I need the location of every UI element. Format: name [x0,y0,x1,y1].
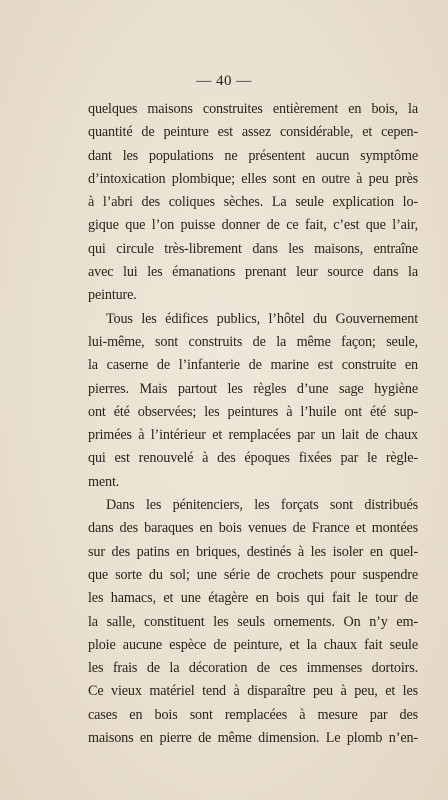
text-line: les hamacs, et une étagère en bois qui fait le tour de [88,590,418,607]
text-line: ploie aucune espèce de peinture, et la chaux fait seule [88,636,418,653]
text-line: qui circule très-librement dans les maisons, entraîne [88,240,418,257]
page-number: — 40 — [196,73,252,89]
text-line: gique que l’on puisse donner de ce fait, c’est que l’air, [88,217,418,234]
text-line: quantité de peinture est assez considérable, et cepen- [88,124,418,141]
text-line: dans des baraques en bois venues de France et montées [88,520,418,537]
paragraph-2 [88,308,418,494]
text-line: qui est renouvelé à des époques fixées par le règle- [88,450,418,467]
text-line: primées à l’intérieur et remplacées par un lait de chaux [88,427,418,444]
text-line: lui-même, sont construits de la même façon; seule, [88,333,418,350]
text-line: Ce vieux matériel tend à disparaître peu à peu, et les [88,683,418,700]
text-line: que sorte du sol; une série de crochets pour suspendre [88,566,418,583]
paragraph-3 [88,494,418,750]
text-line: peinture. [88,287,137,304]
text-line: maisons en pierre de même dimension. Le plomb n’en- [88,730,418,747]
text-line: cases en bois sont remplacées à mesure par des [88,706,418,723]
text-line: dant les populations ne présentent aucun symptôme [88,147,418,164]
text-line: d’intoxication plombique; elles sont en outre à peu près [88,170,418,187]
body-text [88,98,418,750]
text-line: avec lui les émanations prenant leur source dans la [88,264,418,281]
text-line: Dans les pénitenciers, les forçats sont distribués [106,497,418,514]
text-line: les frais de la décoration de ces immenses dortoirs. [88,660,418,677]
text-line: quelques maisons construites entièrement en bois, la [88,101,418,117]
text-line: pierres. Mais partout les règles d’une sage hygiène [88,380,418,397]
text-line: ont été observées; les peintures à l’huile ont été sup- [88,403,418,420]
text-line: ment. [88,473,120,490]
text-line: la caserne de l’infanterie de marine est construite en [88,357,418,374]
text-line: à l’abri des coliques sèches. La seule explication lo- [88,194,418,211]
text-line: sur des patins en briques, destinés à les isoler en quel- [88,543,418,560]
paragraph-1 [88,98,418,308]
text-line: Tous les édifices publics, l’hôtel du Gouvernement [106,310,418,327]
text-line: la salle, constituent les seuls ornements. On n’y em- [88,613,418,630]
